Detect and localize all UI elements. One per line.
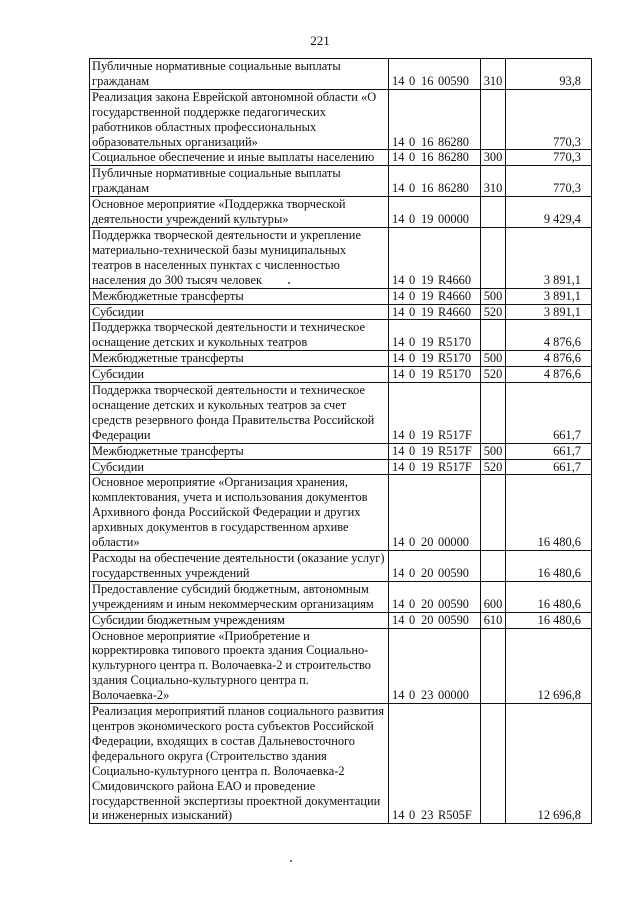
row-amount-cell: 3 891,1 <box>506 304 592 320</box>
table-row <box>90 227 592 288</box>
row-amount-cell: 16 480,6 <box>506 612 592 628</box>
row-name-cell: Предоставление субсидий бюджетным, автономным учреждениям и иным некоммерческим организациям <box>90 581 389 612</box>
row-code-cell <box>389 197 481 228</box>
item-code: 00590 <box>438 73 469 88</box>
table-row <box>90 288 592 304</box>
row-name-cell: Расходы на обеспечение деятельности (оказание услуг) государственных учреждений <box>90 551 389 582</box>
table-row <box>90 150 592 166</box>
subsection-code: 0 <box>409 335 416 350</box>
row-expense-type-cell: 520 <box>481 304 506 320</box>
subsection-code: 0 <box>409 367 416 382</box>
program-code: 16 <box>421 150 434 165</box>
budget-table <box>89 58 592 824</box>
table-row <box>90 475 592 551</box>
program-code: 19 <box>421 304 434 319</box>
subsection-code: 0 <box>409 73 416 88</box>
table-body <box>90 59 592 824</box>
item-code: 86280 <box>438 134 469 149</box>
row-amount-cell: 12 696,8 <box>506 704 592 824</box>
row-expense-type-cell <box>481 475 506 551</box>
section-code: 14 <box>392 335 405 350</box>
item-code: R5170 <box>438 367 472 382</box>
section-code: 14 <box>392 427 405 442</box>
item-code: 00590 <box>438 596 469 611</box>
table-row <box>90 459 592 475</box>
program-code: 20 <box>421 596 434 611</box>
subsection-code: 0 <box>409 181 416 196</box>
program-code: 19 <box>421 459 434 474</box>
section-code: 14 <box>392 443 405 458</box>
subsection-code: 0 <box>409 596 416 611</box>
row-expense-type-cell: 310 <box>481 59 506 90</box>
item-code: R4660 <box>438 272 472 287</box>
section-code: 14 <box>392 181 405 196</box>
row-expense-type-cell: 500 <box>481 351 506 367</box>
subsection-code: 0 <box>409 459 416 474</box>
subsection-code: 0 <box>409 134 416 149</box>
row-code-cell <box>389 704 481 824</box>
subsection-code: 0 <box>409 427 416 442</box>
program-code: 23 <box>421 688 434 703</box>
section-code: 14 <box>392 808 405 823</box>
subsection-code: 0 <box>409 688 416 703</box>
row-amount-cell: 16 480,6 <box>506 581 592 612</box>
row-code-cell <box>389 551 481 582</box>
item-code: R505F <box>438 808 472 823</box>
row-code-cell <box>389 59 481 90</box>
row-amount-cell: 661,7 <box>506 383 592 444</box>
subsection-code: 0 <box>409 288 416 303</box>
row-amount-cell: 9 429,4 <box>506 197 592 228</box>
item-code: 86280 <box>438 181 469 196</box>
item-code: R517F <box>438 427 472 442</box>
table-row <box>90 197 592 228</box>
row-expense-type-cell: 610 <box>481 612 506 628</box>
program-code: 19 <box>421 367 434 382</box>
scan-speck <box>290 860 292 862</box>
subsection-code: 0 <box>409 272 416 287</box>
section-code: 14 <box>392 565 405 580</box>
subsection-code: 0 <box>409 565 416 580</box>
row-name-cell: Основное мероприятие «Поддержка творческой деятельности учреждений культуры» <box>90 197 389 228</box>
subsection-code: 0 <box>409 443 416 458</box>
item-code: R4660 <box>438 304 472 319</box>
section-code: 14 <box>392 288 405 303</box>
row-name-cell: Субсидии <box>90 367 389 383</box>
row-expense-type-cell: 600 <box>481 581 506 612</box>
row-amount-cell: 93,8 <box>506 59 592 90</box>
row-amount-cell: 16 480,6 <box>506 551 592 582</box>
row-name-cell: Реализация закона Еврейской автономной области «О государственной поддержке педагогических работников областных профессиональных образовательных организаций» <box>90 89 389 150</box>
section-code: 14 <box>392 134 405 149</box>
row-name-cell: Реализация мероприятий планов социального развития центров экономического роста субъектов Российской Федерации, входящих в состав Дальневосточного федерального округа (Строительство здания Социально-культурного центра п. Волочаевка-2 Смидовичского района ЕАО и проведение государственной экспертизы проектной документации и инженерных изысканий) <box>90 704 389 824</box>
program-code: 19 <box>421 212 434 227</box>
section-code: 14 <box>392 367 405 382</box>
row-expense-type-cell <box>481 197 506 228</box>
subsection-code: 0 <box>409 304 416 319</box>
row-expense-type-cell: 500 <box>481 288 506 304</box>
section-code: 14 <box>392 351 405 366</box>
section-code: 14 <box>392 535 405 550</box>
section-code: 14 <box>392 73 405 88</box>
section-code: 14 <box>392 304 405 319</box>
table-row <box>90 59 592 90</box>
program-code: 19 <box>421 351 434 366</box>
table-row <box>90 612 592 628</box>
row-expense-type-cell <box>481 704 506 824</box>
row-amount-cell: 661,7 <box>506 459 592 475</box>
row-name-cell: Субсидии бюджетным учреждениям <box>90 612 389 628</box>
item-code: 00590 <box>438 565 469 580</box>
row-code-cell <box>389 288 481 304</box>
subsection-code: 0 <box>409 808 416 823</box>
row-code-cell <box>389 443 481 459</box>
row-amount-cell: 3 891,1 <box>506 227 592 288</box>
program-code: 20 <box>421 612 434 627</box>
row-expense-type-cell: 310 <box>481 166 506 197</box>
row-expense-type-cell: 500 <box>481 443 506 459</box>
row-amount-cell: 4 876,6 <box>506 367 592 383</box>
program-code: 20 <box>421 565 434 580</box>
row-amount-cell: 16 480,6 <box>506 475 592 551</box>
row-name-cell: Поддержка творческой деятельности и техническое оснащение детских и кукольных театров <box>90 320 389 351</box>
row-name-cell: Межбюджетные трансферты <box>90 288 389 304</box>
table-row <box>90 320 592 351</box>
item-code: R517F <box>438 459 472 474</box>
row-code-cell <box>389 367 481 383</box>
item-code: R5170 <box>438 335 472 350</box>
row-amount-cell: 3 891,1 <box>506 288 592 304</box>
row-expense-type-cell <box>481 628 506 704</box>
subsection-code: 0 <box>409 212 416 227</box>
program-code: 19 <box>421 335 434 350</box>
row-code-cell <box>389 166 481 197</box>
row-expense-type-cell <box>481 227 506 288</box>
section-code: 14 <box>392 150 405 165</box>
row-name-cell: Основное мероприятие «Организация хранения, комплектования, учета и использования документов Архивного фонда Российской Федерации и других архивных документов в государственном архиве области» <box>90 475 389 551</box>
table-row <box>90 704 592 824</box>
table-row <box>90 551 592 582</box>
program-code: 23 <box>421 808 434 823</box>
row-name-cell: Публичные нормативные социальные выплаты гражданам <box>90 59 389 90</box>
row-code-cell <box>389 351 481 367</box>
row-code-cell <box>389 459 481 475</box>
table-row <box>90 166 592 197</box>
row-amount-cell: 770,3 <box>506 150 592 166</box>
table-row <box>90 89 592 150</box>
item-code: R5170 <box>438 351 472 366</box>
row-name-cell: Поддержка творческой деятельности и укрепление материально-технической базы муниципальных театров в населенных пунктах с численностью населения до 300 тысяч человек <box>90 227 389 288</box>
row-amount-cell: 4 876,6 <box>506 320 592 351</box>
row-code-cell <box>389 612 481 628</box>
table-row <box>90 367 592 383</box>
program-code: 19 <box>421 288 434 303</box>
table-row <box>90 628 592 704</box>
section-code: 14 <box>392 596 405 611</box>
program-code: 19 <box>421 427 434 442</box>
row-code-cell <box>389 581 481 612</box>
row-amount-cell: 661,7 <box>506 443 592 459</box>
row-code-cell <box>389 304 481 320</box>
row-code-cell <box>389 227 481 288</box>
item-code: 00000 <box>438 688 469 703</box>
row-name-cell: Межбюджетные трансферты <box>90 351 389 367</box>
row-code-cell <box>389 150 481 166</box>
row-expense-type-cell: 520 <box>481 367 506 383</box>
row-name-cell: Публичные нормативные социальные выплаты гражданам <box>90 166 389 197</box>
row-expense-type-cell <box>481 320 506 351</box>
row-name-cell: Социальное обеспечение и иные выплаты населению <box>90 150 389 166</box>
row-name-cell: Основное мероприятие «Приобретение и корректировка типового проекта здания Социально-культурного центра п. Волочаевка-2 и строительство здания Социально-культурного центра п. Волочаевка-2» <box>90 628 389 704</box>
subsection-code: 0 <box>409 535 416 550</box>
program-code: 19 <box>421 272 434 287</box>
item-code: R4660 <box>438 288 472 303</box>
table-row <box>90 581 592 612</box>
row-expense-type-cell: 300 <box>481 150 506 166</box>
page-number: 221 <box>310 33 330 48</box>
row-expense-type-cell: 520 <box>481 459 506 475</box>
row-expense-type-cell <box>481 383 506 444</box>
item-code: 00000 <box>438 535 469 550</box>
row-name-cell: Субсидии <box>90 459 389 475</box>
item-code: R517F <box>438 443 472 458</box>
row-amount-cell: 770,3 <box>506 166 592 197</box>
subsection-code: 0 <box>409 612 416 627</box>
row-code-cell <box>389 383 481 444</box>
row-code-cell <box>389 89 481 150</box>
section-code: 14 <box>392 459 405 474</box>
table-row <box>90 351 592 367</box>
row-expense-type-cell <box>481 551 506 582</box>
item-code: 86280 <box>438 150 469 165</box>
row-code-cell <box>389 320 481 351</box>
table-row <box>90 304 592 320</box>
item-code: 00590 <box>438 612 469 627</box>
scan-speck <box>288 282 290 284</box>
row-expense-type-cell <box>481 89 506 150</box>
row-code-cell <box>389 475 481 551</box>
row-amount-cell: 770,3 <box>506 89 592 150</box>
program-code: 20 <box>421 535 434 550</box>
item-code: 00000 <box>438 212 469 227</box>
row-name-cell: Поддержка творческой деятельности и техническое оснащение детских и кукольных театров за счет средств резервного фонда Правительства Российской Федерации <box>90 383 389 444</box>
row-amount-cell: 4 876,6 <box>506 351 592 367</box>
row-name-cell: Межбюджетные трансферты <box>90 443 389 459</box>
section-code: 14 <box>392 272 405 287</box>
table-row <box>90 443 592 459</box>
subsection-code: 0 <box>409 351 416 366</box>
row-amount-cell: 12 696,8 <box>506 628 592 704</box>
table-row <box>90 383 592 444</box>
subsection-code: 0 <box>409 150 416 165</box>
row-name-cell: Субсидии <box>90 304 389 320</box>
program-code: 16 <box>421 181 434 196</box>
section-code: 14 <box>392 612 405 627</box>
row-code-cell <box>389 628 481 704</box>
program-code: 16 <box>421 134 434 149</box>
program-code: 19 <box>421 443 434 458</box>
program-code: 16 <box>421 73 434 88</box>
section-code: 14 <box>392 212 405 227</box>
section-code: 14 <box>392 688 405 703</box>
